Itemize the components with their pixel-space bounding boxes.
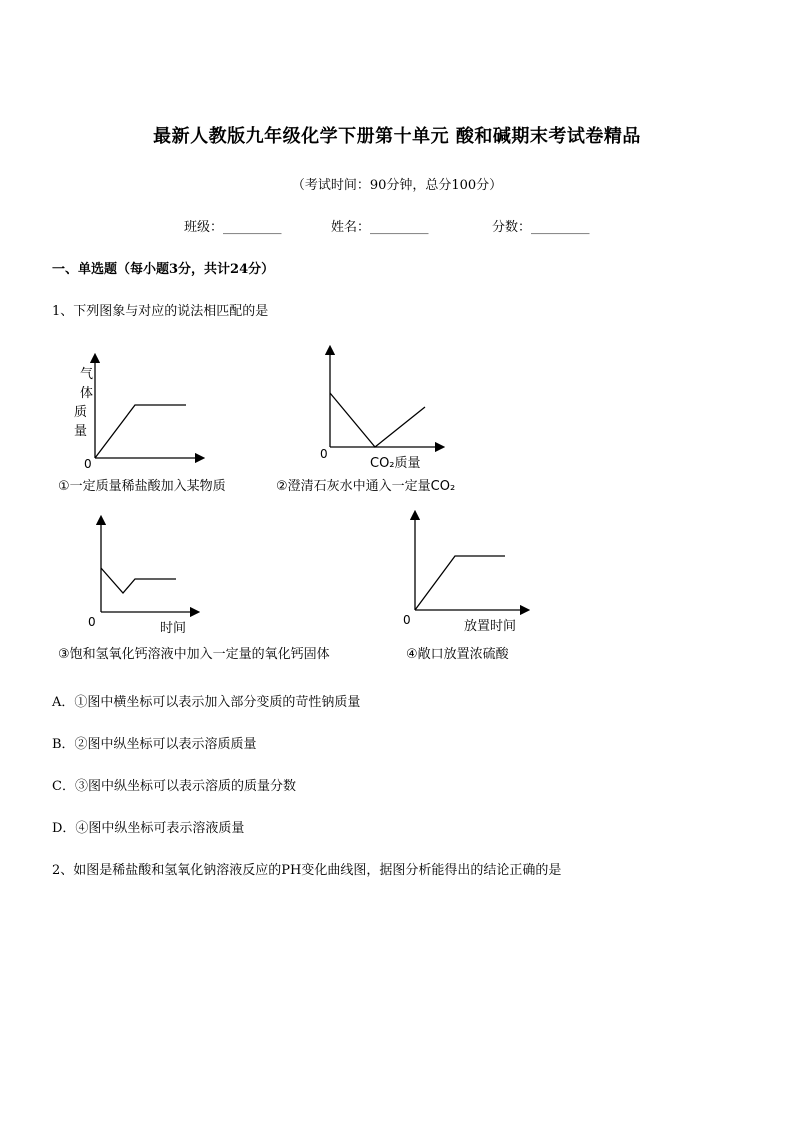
score-field: 分数：_________ — [492, 220, 590, 235]
graph-3-caption: ③饱和氢氧化钙溶液中加入一定量的氧化钙固体 — [58, 647, 330, 662]
graph-3 — [80, 515, 210, 635]
section-heading: 一、单选题（每小题3分，共计24分） — [52, 262, 275, 277]
option-b: B．②图中纵坐标可以表示溶质质量 — [52, 737, 257, 752]
class-field: 班级：_________ — [184, 220, 282, 235]
graph-1-ylabel-3: 质 — [74, 405, 88, 420]
graph-2-origin: 0 — [320, 447, 328, 461]
graph-2-caption: ②澄清石灰水中通入一定量CO₂ — [276, 479, 456, 494]
exam-subtitle: （考试时间：90分钟，总分100分） — [291, 178, 503, 193]
graph-1-origin: 0 — [84, 457, 92, 470]
graph-2 — [300, 345, 450, 475]
graph-4-origin: 0 — [403, 613, 411, 627]
graph-1-ylabel-2: 体 — [80, 386, 94, 401]
graph-1 — [60, 350, 210, 470]
graph-1-caption: ①一定质量稀盐酸加入某物质 — [58, 479, 226, 494]
graph-1-ylabel-4: 量 — [74, 424, 88, 439]
graph-3-curve — [101, 568, 176, 593]
name-field: 姓名：_________ — [331, 220, 429, 235]
graph-4-caption: ④敞口放置浓硫酸 — [406, 647, 509, 662]
graph-3-origin: 0 — [88, 615, 96, 629]
question-2-stem: 2、如图是稀盐酸和氢氧化钠溶液反应的PH变化曲线图，据图分析能得出的结论正确的是 — [52, 863, 562, 878]
graph-4-xlabel: 放置时间 — [464, 619, 517, 634]
graph-1-ylabel-1: 气 — [80, 367, 94, 382]
graph-2-curve — [330, 393, 425, 447]
option-d: D．④图中纵坐标可表示溶液质量 — [52, 821, 245, 836]
graph-4-curve — [415, 556, 505, 610]
graph-3-xlabel: 时间 — [160, 621, 187, 635]
option-a: A．①图中横坐标可以表示加入部分变质的苛性钠质量 — [52, 695, 361, 710]
question-1-stem: 1、下列图象与对应的说法相匹配的是 — [52, 304, 269, 319]
option-c: C．③图中纵坐标可以表示溶质的质量分数 — [52, 779, 296, 794]
graph-2-xlabel: CO₂质量 — [370, 456, 421, 471]
exam-title: 最新人教版九年级化学下册第十单元 酸和碱期末考试卷精品 — [153, 126, 641, 147]
graph-1-curve — [95, 405, 186, 458]
graph-4 — [395, 510, 535, 635]
